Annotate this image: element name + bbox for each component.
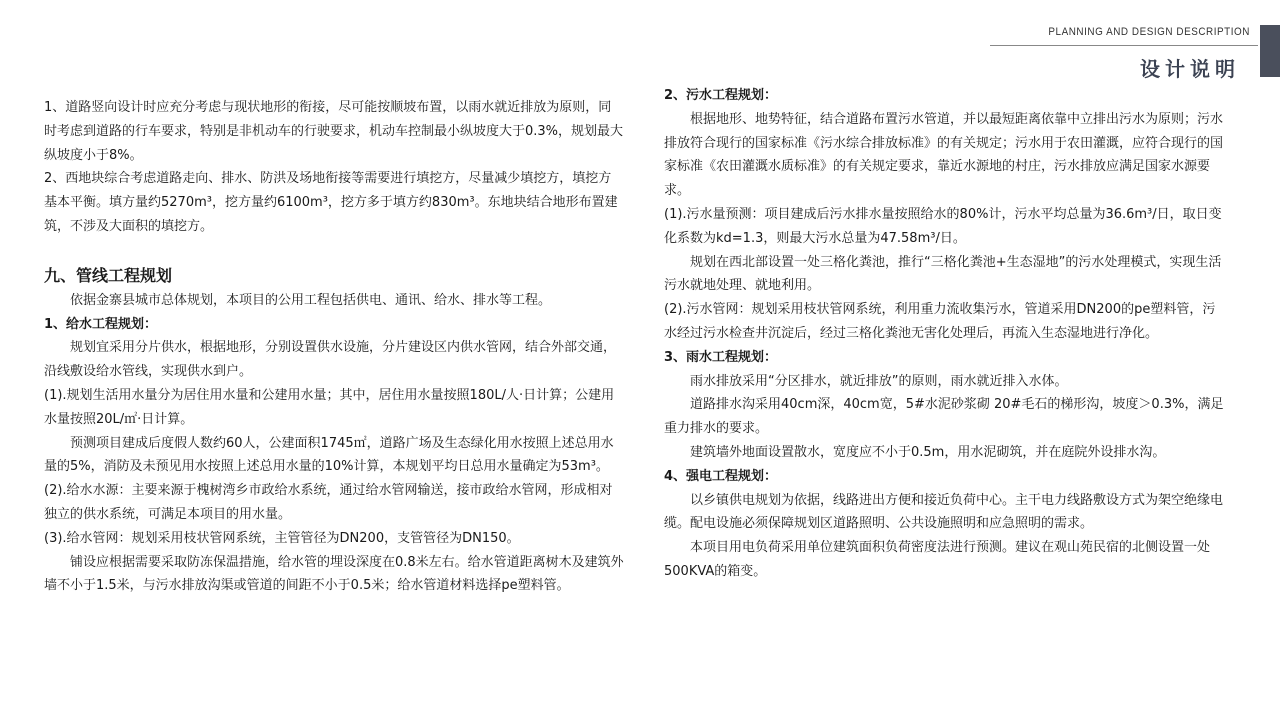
section-title: 九、管线工程规划: [44, 265, 173, 285]
drainage-ditch-paragraph: 道路排水沟采用40cm深，40cm宽，5#水泥砂浆砌 20#毛石的梯形沟，坡度＞0.3%，满足重力排水的要求。: [664, 397, 1224, 437]
section-intro: 依据金寨县城市总体规划，本项目的公用工程包括供电、通讯、给水、排水等工程。: [70, 292, 552, 308]
earthwork-paragraph: 2、西地块综合考虑道路走向、排水、防洪及场地衔接等需要进行填挖方，尽量减少填挖方，填挖方基本平衡。填方量约5270m³，挖方量约6100m³，挖方多于填方约830m³。东地块结合地形布置建筑，不涉及大面积的填挖方。: [44, 171, 618, 234]
sewage-forecast-paragraph: (1).污水量预测：项目建成后污水排水量按照给水的80%计，污水平均总量为36.6m³/日，取日变化系数为kd=1.3，则最大污水总量为47.58m³/日。: [664, 206, 1222, 246]
road-vertical-paragraph: 1、道路竖向设计时应充分考虑与现状地形的衔接，尽可能按顺坡布置，以雨水就近排放为原则，同时考虑到道路的行车要求，特别是非机动车的行驶要求，机动车控制最小纵坡度大于0.3%，规划最大纵坡度小于8%。: [44, 100, 624, 163]
sewage-principle-paragraph: 根据地形、地势特征，结合道路布置污水管道，并以最短距离依靠中立排出污水为原则；污水排放符合现行的国家标准《污水综合排放标准》的有关规定；污水用于农田灌溉，应符合现行的国家标准《农田灌溉水质标准》的有关规定要求，靠近水源地的村庄，污水排放应满足国家水源要求。: [664, 111, 1224, 199]
header-cn-title: 设计说明: [1140, 57, 1240, 81]
rainwater-principle-paragraph: 雨水排放采用“分区排水，就近排放”的原则，雨水就近排入水体。: [690, 373, 1068, 389]
side-accent-bar: [1260, 25, 1280, 77]
water-source-paragraph: (2).给水水源：主要来源于槐树湾乡市政给水系统，通过给水管网输送，接市政给水管网，形成相对独立的供水系统，可满足本项目的用水量。: [44, 483, 613, 522]
sewage-title: 2、污水工程规划：: [664, 88, 778, 103]
water-supply-title: 1、给水工程规划：: [44, 316, 158, 332]
right-column: [664, 84, 1224, 584]
left-column: [44, 96, 624, 598]
power-load-paragraph: 本项目用电负荷采用单位建筑面积负荷密度法进行预测。建议在观山苑民宿的北侧设置一处500KVA的箱变。: [664, 540, 1211, 579]
apron-paragraph: 建筑墙外地面设置散水，宽度应不小于0.5m，用水泥砌筑，并在庭院外设排水沟。: [690, 444, 1166, 460]
header-divider: [990, 45, 1258, 46]
water-pipe-laying-paragraph: 铺设应根据需要采取防冻保温措施，给水管的埋设深度在0.8米左右。给水管道距离树木及建筑外墙不小于1.5米，与污水排放沟渠或管道的间距不小于0.5米；给水管道材料选择pe塑料管。: [44, 554, 624, 594]
power-supply-paragraph: 以乡镇供电规划为依据，线路进出方便和接近负荷中心。主干电力线路敷设方式为架空绝缘电缆。配电设施必须保障规划区道路照明、公共设施照明和应急照明的需求。: [664, 492, 1224, 532]
water-network-paragraph: (3).给水管网：规划采用枝状管网系统，主管管径为DN200，支管管径为DN150。: [44, 530, 520, 546]
water-forecast-paragraph: 预测项目建成后度假人数约60人，公建面积1745㎡，道路广场及生态绿化用水按照上述总用水量的5%，消防及未预见用水按照上述总用水量的10%计算，本规划平均日总用水量确定为53m³。: [44, 435, 614, 475]
water-supply-paragraph: 规划宜采用分片供水，根据地形，分别设置供水设施，分片建设区内供水管网，结合外部交通，沿线敷设给水管线，实现供水到户。: [44, 340, 617, 380]
water-demand-paragraph: (1).规划生活用水量分为居住用水量和公建用水量；其中，居住用水量按照180L/人·日计算；公建用水量按照20L/㎡·日计算。: [44, 387, 615, 427]
septic-tank-paragraph: 规划在西北部设置一处三格化粪池，推行“三格化粪池+生态湿地”的污水处理模式，实现生活污水就地处理、就地利用。: [664, 254, 1222, 294]
header-en-title: PLANNING AND DESIGN DESCRIPTION: [1048, 26, 1250, 38]
power-title: 4、强电工程规划：: [664, 468, 778, 484]
rainwater-title: 3、雨水工程规划：: [664, 349, 778, 365]
sewage-network-paragraph: (2).污水管网：规划采用枝状管网系统，利用重力流收集污水，管道采用DN200的pe塑料管，污水经过污水检查井沉淀后，经过三格化粪池无害化处理后，再流入生态湿地进行净化。: [664, 302, 1216, 341]
